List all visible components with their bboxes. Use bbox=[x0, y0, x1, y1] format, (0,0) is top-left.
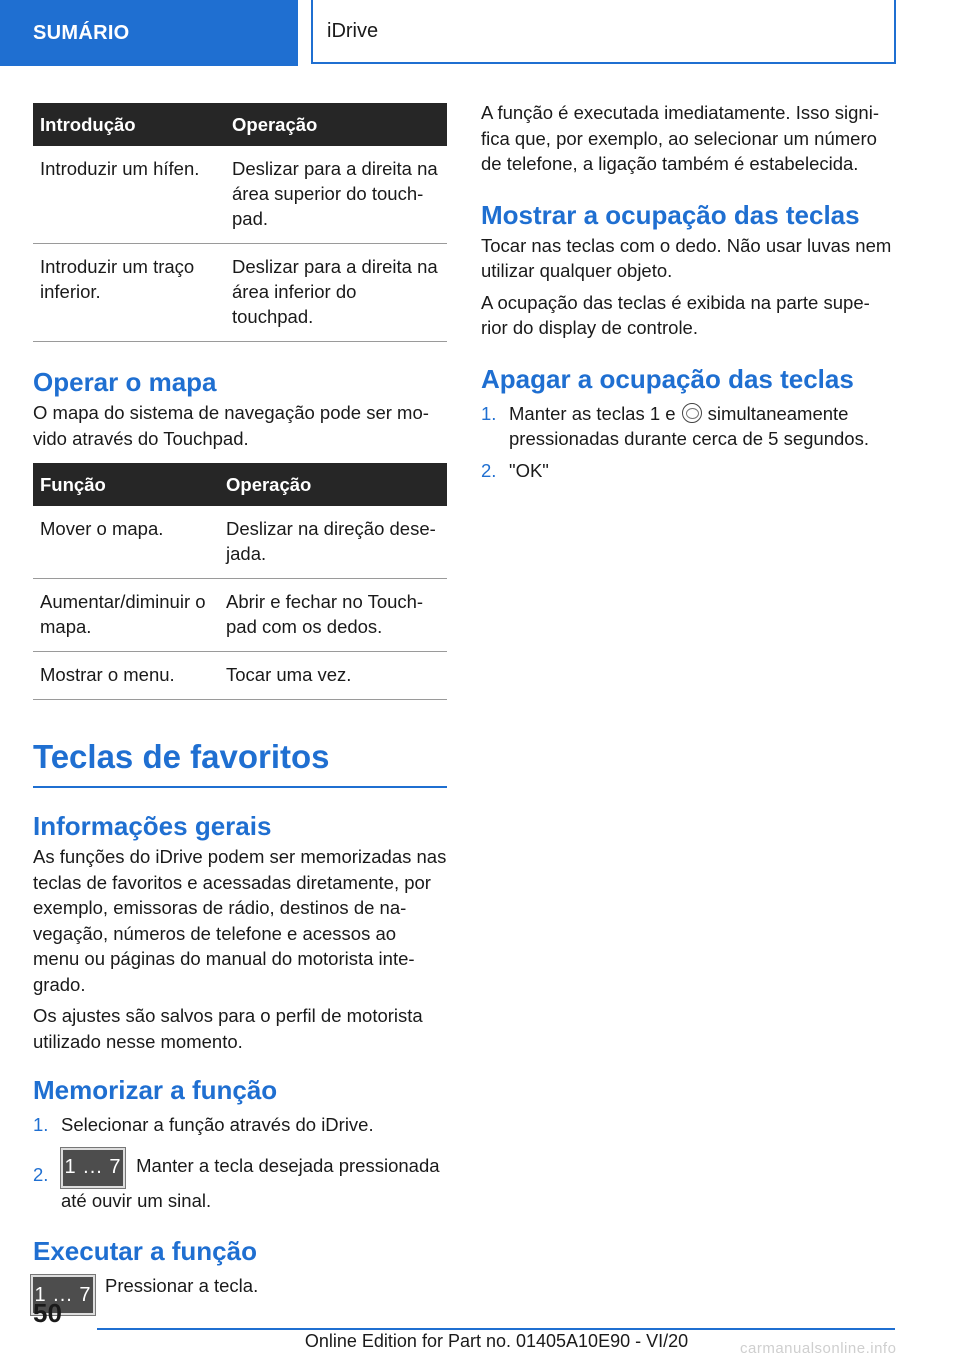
table-header: Função bbox=[33, 463, 219, 506]
intro-paragraph: A função é executada imediatamente. Isso signi-fica que, por exemplo, ao selecionar um número de telefone, a ligação também é estabelecida. bbox=[481, 102, 879, 174]
footer-divider bbox=[97, 1328, 895, 1330]
step-text: simultaneamente pressionadas durante cerca de 5 segundos. bbox=[509, 402, 869, 449]
hyphen-table bbox=[33, 103, 447, 342]
general-paragraph: Os ajustes são salvos para o perfil de motorista utilizado nesse momento. bbox=[33, 1005, 423, 1052]
show-paragraph: Tocar nas teclas com o dedo. Não usar luvas nem utilizar qualquer objeto. bbox=[481, 234, 892, 281]
table-row bbox=[33, 652, 447, 700]
table-cell: Tocar uma vez. bbox=[219, 652, 447, 700]
table-header: Operação bbox=[225, 103, 447, 146]
trackball-icon bbox=[682, 403, 702, 423]
table-cell: Mostrar o menu. bbox=[33, 652, 219, 700]
chapter-tab[interactable]: iDrive bbox=[311, 0, 896, 64]
clear-heading: Apagar a ocupação das teclas bbox=[481, 363, 854, 394]
table-row bbox=[33, 146, 447, 244]
store-steps bbox=[33, 1112, 447, 1213]
step-number: 1. bbox=[33, 1114, 49, 1135]
footer-edition: Online Edition for Part no. 01405A10E90 - VI/20 bbox=[304, 1331, 689, 1351]
step-number: 2. bbox=[481, 459, 497, 481]
chapter-heading: Teclas de favoritos bbox=[33, 736, 447, 788]
step-number: 2. bbox=[33, 1163, 49, 1185]
list-item bbox=[481, 458, 895, 484]
table-cell: Mover o mapa. bbox=[33, 506, 219, 579]
step-number: 1. bbox=[481, 402, 497, 424]
execute-row bbox=[31, 1273, 447, 1315]
general-paragraph: As funções do iDrive podem ser memorizadas nas teclas de favoritos e acessadas diretamente, por exemplo, emissoras de rádio, destinos de na-vegação, números de telefone e acessos ao menu ou páginas do manual do motorista inte-grado. bbox=[33, 846, 447, 995]
store-heading: Memorizar a função bbox=[33, 1075, 278, 1105]
table-cell: Deslizar na direção dese-jada. bbox=[219, 506, 447, 579]
show-paragraph: A ocupação das teclas é exibida na parte supe-rior do display de controle. bbox=[481, 291, 870, 338]
execute-heading: Executar a função bbox=[33, 1236, 257, 1266]
step-text: Manter as teclas 1 e bbox=[509, 402, 676, 424]
right-column bbox=[481, 100, 895, 483]
table-cell: Introduzir um traço inferior. bbox=[33, 244, 225, 342]
favorite-key-icon: 1 ... 7 bbox=[61, 1148, 125, 1188]
left-column bbox=[33, 100, 447, 1315]
clear-steps bbox=[481, 401, 895, 484]
table-cell: Deslizar para a direita na área inferior do touchpad. bbox=[225, 244, 447, 342]
table-header: Operação bbox=[219, 463, 447, 506]
list-item bbox=[481, 401, 895, 452]
list-item bbox=[33, 1148, 447, 1214]
show-heading: Mostrar a ocupação das teclas bbox=[481, 199, 860, 230]
table-header: Introdução bbox=[33, 103, 225, 146]
table-cell: Aumentar/diminuir o mapa. bbox=[33, 579, 219, 652]
table-cell: Deslizar para a direita na área superior do touch-pad. bbox=[225, 146, 447, 244]
watermark: carmanualsonline.info bbox=[740, 1340, 897, 1357]
table-cell: Abrir e fechar no Touch-pad com os dedos. bbox=[219, 579, 447, 652]
table-cell: Introduzir um hífen. bbox=[33, 146, 225, 244]
step-text: Manter a tecla desejada pressionada até ouvir um sinal. bbox=[61, 1155, 440, 1211]
step-text: "OK" bbox=[509, 459, 549, 481]
table-row bbox=[33, 506, 447, 579]
general-heading: Informações gerais bbox=[33, 811, 272, 841]
list-item bbox=[33, 1112, 447, 1138]
map-table bbox=[33, 463, 447, 700]
favorite-key-icon: 1 ... 7 bbox=[31, 1275, 95, 1315]
summary-tab[interactable]: SUMÁRIO bbox=[0, 0, 298, 66]
top-navigation bbox=[0, 0, 960, 66]
map-heading: Operar o mapa bbox=[33, 367, 217, 397]
step-text: Selecionar a função através do iDrive. bbox=[61, 1114, 374, 1135]
table-row bbox=[33, 244, 447, 342]
map-text: O mapa do sistema de navegação pode ser mo-vido através do Touchpad. bbox=[33, 402, 429, 449]
execute-text: Pressionar a tecla. bbox=[105, 1275, 259, 1296]
table-row bbox=[33, 579, 447, 652]
page-number: 50 bbox=[33, 1298, 62, 1328]
